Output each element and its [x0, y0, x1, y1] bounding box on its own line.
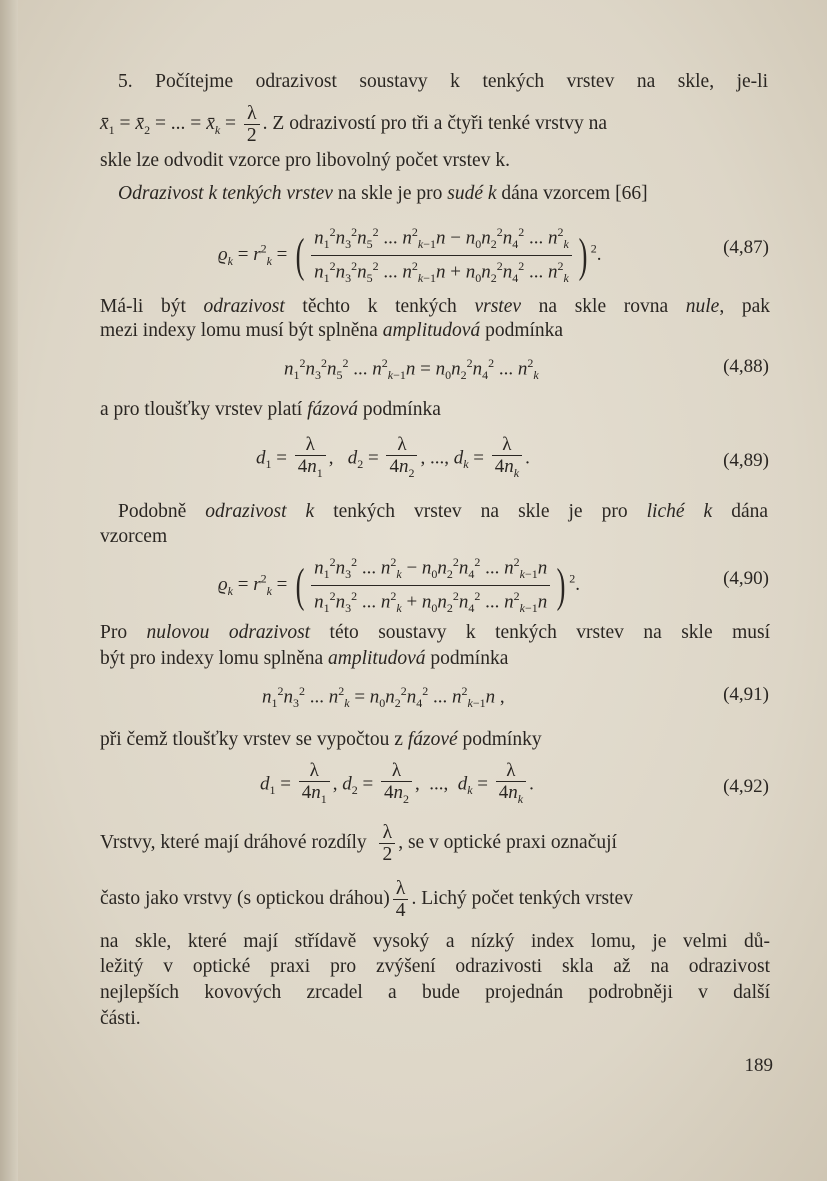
- equation-number-4-87: (4,87): [723, 237, 769, 258]
- equal-thickness-formula: $x̄_1$ = $x̄_2$ = ... = $x̄_k$ = $\frac{\lambda}{2}$: [100, 113, 263, 134]
- p1-line2: [100, 103, 770, 146]
- lambda-quarter-fraction: $\frac{\lambda}{4}$: [393, 878, 409, 921]
- p5-line1: Podobně odrazivost k tenkých vrstev na skle je pro liché k dána: [118, 501, 769, 522]
- p7-line: při čemž tloušťky vrstev se vypočtou z fázové podmínky: [100, 729, 542, 750]
- p4-line: a pro tloušťky vrstev platí fázová podmínka: [100, 399, 441, 420]
- p8-line4: ležitý v optické praxi pro zvýšení odrazivosti skla až na odrazivost: [100, 956, 770, 977]
- equation-4-92: $d_1$ = $\frac{\lambda}{4n_1}$ , $d_2$ = $\frac{\lambda}{4n_2}$ , ..., $d_k$ = $\frac{\lambda}{4n_k}$ .: [260, 760, 534, 806]
- p3-line2: mezi indexy lomu musí být splněna amplitudová podmínka: [100, 320, 564, 341]
- p6-line1: Pro nulovou odrazivost této soustavy k tenkých vrstev na skle musí: [100, 622, 770, 643]
- p2-line: Odrazivost k tenkých vrstev na skle je pro sudé k dána vzorcem [66]: [118, 183, 648, 204]
- p8-line1: Vrstvy, které mají dráhové rozdíly $\frac{\lambda}{2}$ , se v optické praxi označují: [100, 822, 617, 865]
- p8-line2: často jako vrstvy (s optickou dráhou) $\frac{\lambda}{4}$ . Lichý počet tenkých vrstev: [100, 878, 633, 921]
- p1-line1: 5. Počítejme odrazivost soustavy k tenkých vrstev na skle, je-li: [118, 71, 768, 92]
- equation-4-87: $ϱ_k = r^2_k$ = ( $\frac{n_1^2n_3^2n_5^2 ... n^2_{k-1}n - n_0n_2^2n_4^2 ... n^2_k}{n_1^2n_3^2n_5^2 ... n^2_{k-1}n + n_0n_2^2n_4^2 ... n^2_k}$ ) $^2$.: [218, 222, 602, 289]
- p5-line2: vzorcem: [100, 526, 168, 547]
- page-gutter: [0, 0, 18, 1181]
- p1-line2-text: . Z odrazivostí pro tři a čtyři tenké vrstvy na: [262, 112, 608, 134]
- equation-number-4-90: (4,90): [723, 568, 769, 589]
- p8-line5: nejlepších kovových zrcadel a bude projednán podrobněji v další: [100, 982, 770, 1003]
- equation-number-4-89: (4,89): [723, 450, 769, 471]
- equation-number-4-92: (4,92): [723, 776, 769, 797]
- page-number: 189: [744, 1055, 773, 1076]
- equation-number-4-88: (4,88): [723, 356, 769, 377]
- equation-4-88: $n_1^2n_3^2n_5^2$ ... $n^2_{k-1}n = n_0n_2^2n_4^2$ ... $n^2_k$: [284, 356, 539, 383]
- equation-4-90: $ϱ_k = r^2_k$ = ( $\frac{n_1^2n_3^2 ... n^2_k - n_0n_2^2n_4^2 ... n^2_{k-1}n}{n_1^2n_3^2 ... n^2_k + n_0n_2^2n_4^2 ... n^2_{k-1}n}$ ) $^2$.: [218, 552, 580, 619]
- p3-line1: Má-li být odrazivost těchto k tenkých vrstev na skle rovna nule, pak: [100, 296, 771, 317]
- p6-line2: být pro indexy lomu splněna amplitudová podmínka: [100, 648, 509, 669]
- equation-number-4-91: (4,91): [723, 684, 769, 705]
- p1-line3: skle lze odvodit vzorce pro libovolný počet vrstev k.: [100, 150, 510, 171]
- equation-4-89: $d_1$ = $\frac{\lambda}{4n_1}$ , $d_2$ = $\frac{\lambda}{4n_2}$ , ..., $d_k$ = $\frac{\lambda}{4n_k}$ .: [256, 434, 530, 480]
- p8-line3: na skle, které mají střídavě vysoký a nízký index lomu, je velmi dů-: [100, 931, 770, 952]
- lambda-half-fraction: $\frac{\lambda}{2}$: [379, 822, 395, 865]
- equation-4-91: $n_1^2n_3^2$ ... $n^2_k = n_0n_2^2n_4^2$ ... $n^2_{k-1}n$ ,: [262, 684, 505, 711]
- p8-line6: části.: [100, 1008, 141, 1029]
